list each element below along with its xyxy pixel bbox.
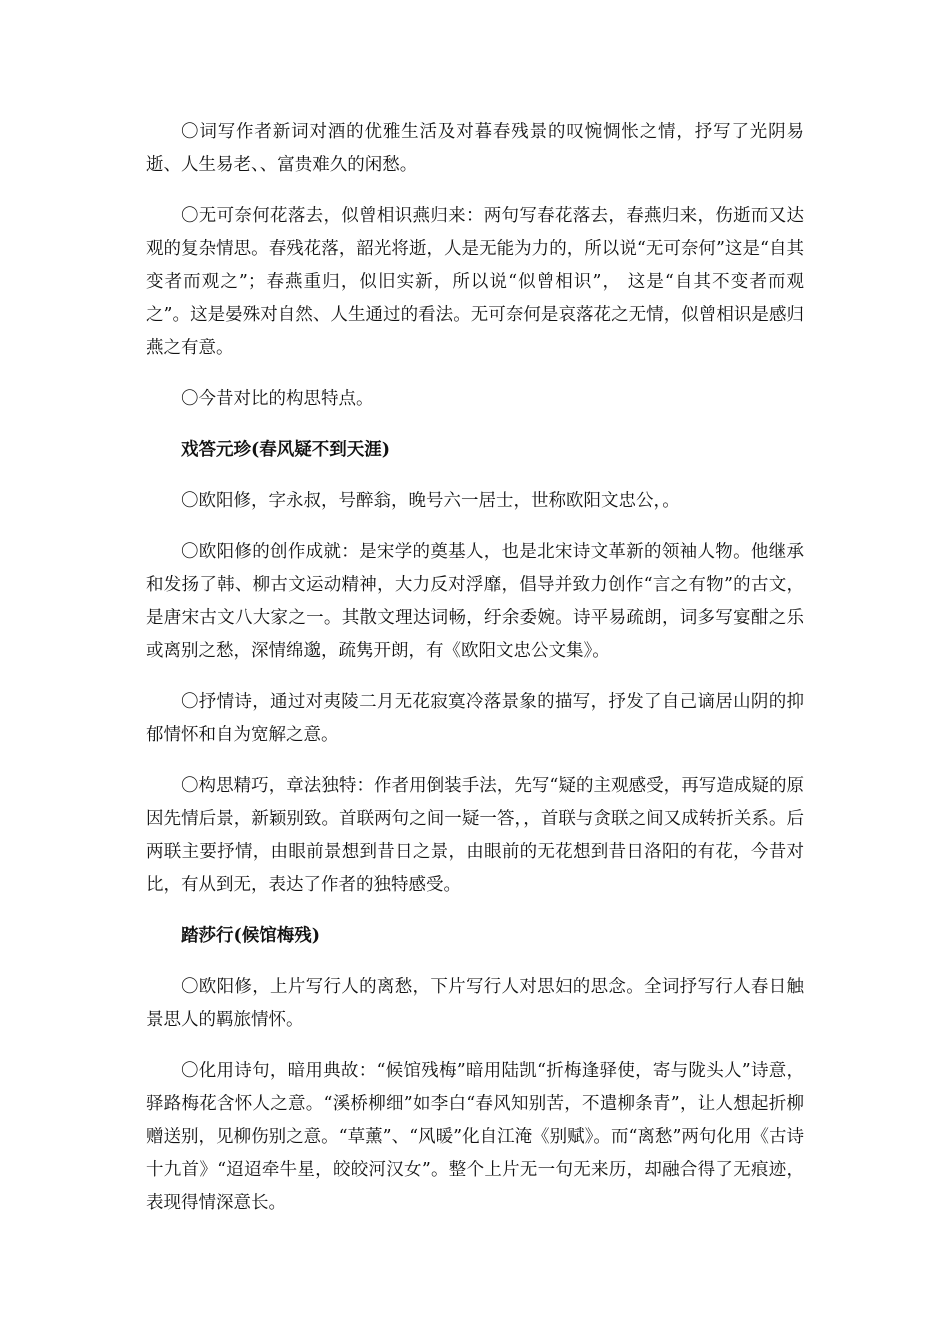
section-heading-xidayuanzhen: 戏答元珍(春风疑不到天涯) <box>181 440 391 460</box>
paragraph-contrast: 〇今昔对比的构思特点。 <box>181 389 374 409</box>
paragraph-ouyangxiu-achievement: 〇欧阳修的创作成就：是宋学的奠基人，也是北宋诗文革新的领袖人物。他继承和发扬了韩、柳古文运动精神，大力反对浮靡，倡导并致力创作“言之有物”的古文，是唐宋古文八大家之一。其散文理达词畅，纡余委婉。诗平易疏朗，词多写宴酣之乐或离别之愁，深情绵邈，疏隽开朗，有《欧阳文忠公文集》。 <box>146 542 804 661</box>
paragraph-wukenaihe: 〇无可奈何花落去，似曾相识燕归来：两句写春花落去，春燕归来，伤逝而又达观的复杂情思。春残花落，韶光将逝，人是无能为力的，所以说“无可奈何”这是“自其变者而观之”；春燕重归，似旧实新，所以说“似曾相识”， 这是“自其不变者而观之”。这是晏殊对自然、人生通过的看法。无可奈何是哀落花之无情，似曾相识是感归燕之有意。 <box>146 206 804 358</box>
paragraph-tashaxing-theme: 〇欧阳修，上片写行人的离愁，下片写行人对思妇的思念。全词抒写行人春日触景思人的羁旅情怀。 <box>146 977 804 1030</box>
paragraph-allusions: 〇化用诗句，暗用典故：“候馆残梅”暗用陆凯“折梅逢驿使，寄与陇头人”诗意，驿路梅花含怀人之意。“溪桥柳细”如李白“春风知别苦，不遣柳条青”，让人想起折柳赠送别，见柳伤别之意。“草薰”、“风暖”化自江淹《别赋》。而“离愁”两句化用《古诗十九首》“迢迢牵牛星，皎皎河汉女”。整个上片无一句无来历，却融合得了无痕迹，表现得情深意长。 <box>146 1061 804 1213</box>
paragraph-yanshu-theme: 〇词写作者新词对酒的优雅生活及对暮春残景的叹惋惆怅之情，抒写了光阴易逝、人生易老、、富贵难久的闲愁。 <box>146 122 804 175</box>
paragraph-structure: 〇构思精巧，章法独特：作者用倒装手法，先写“疑的主观感受，再写造成疑的原因先情后景，新颖别致。首联两句之间一疑一答，，首联与贪联之间又成转折关系。后两联主要抒情，由眼前景想到昔日之景，由眼前的无花想到昔日洛阳的有花，今昔对比，有从到无，表达了作者的独特感受。 <box>146 776 804 895</box>
section-heading-tashaxing: 踏莎行(候馆梅残) <box>181 926 321 946</box>
paragraph-lyric-poem: 〇抒情诗，通过对夷陵二月无花寂寞冷落景象的描写，抒发了自己谪居山阴的抑郁情怀和自为宽解之意。 <box>146 692 804 745</box>
paragraph-ouyangxiu-intro: 〇欧阳修，字永叔，号醉翁，晚号六一居士，世称欧阳文忠公，。 <box>181 491 680 511</box>
